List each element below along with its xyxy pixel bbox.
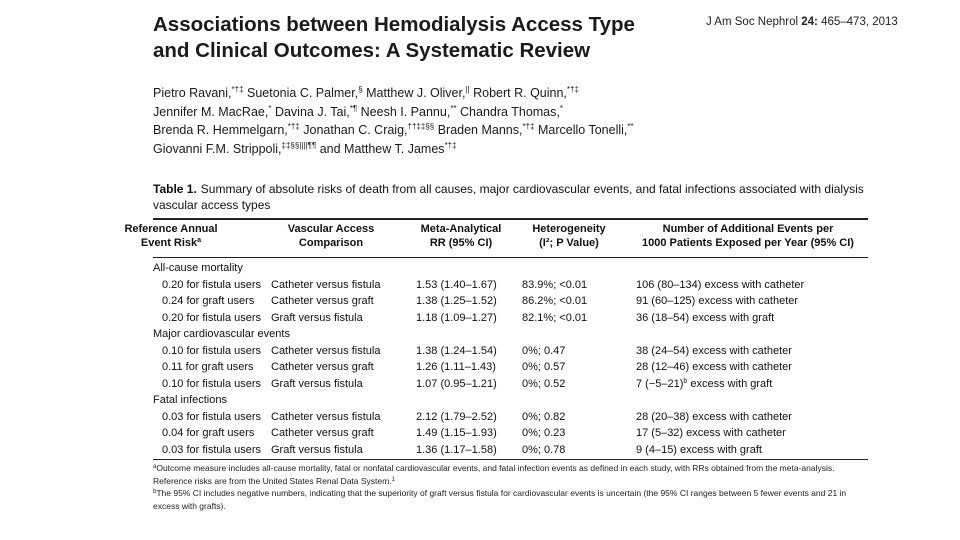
author-affiliation-marks: ** bbox=[450, 103, 457, 113]
table-bottom-rule bbox=[153, 459, 868, 460]
table-row bbox=[0, 425, 960, 442]
table-row bbox=[0, 293, 960, 310]
author-name: Pietro Ravani, bbox=[153, 86, 232, 100]
cell-heterogeneity: 0%; 0.52 bbox=[522, 377, 566, 390]
cell-comparison: Catheter versus fistula bbox=[271, 410, 381, 423]
author-line bbox=[153, 121, 893, 140]
table-row bbox=[0, 277, 960, 294]
cell-rr: 1.38 (1.24–1.54) bbox=[416, 344, 497, 357]
header-access-comparison: Vascular Access Comparison bbox=[287, 223, 375, 249]
author-name: Suetonia C. Palmer, bbox=[247, 86, 359, 100]
cell-reference-risk: 0.04 for graft users bbox=[162, 427, 255, 439]
author-name: Jonathan C. Craig, bbox=[303, 123, 408, 137]
cell-comparison: Graft versus fistula bbox=[271, 311, 363, 324]
author-line bbox=[153, 140, 893, 159]
cell-additional-events: 91 (60–125) excess with catheter bbox=[636, 295, 799, 307]
cell-heterogeneity: 86.2%; <0.01 bbox=[522, 295, 588, 307]
cell-reference-risk: 0.03 for fistula users bbox=[162, 410, 262, 423]
journal-volume: 24: bbox=[801, 16, 818, 28]
group-name: Fatal infections bbox=[153, 394, 227, 406]
cell-rr: 1.53 (1.40–1.67) bbox=[416, 278, 497, 291]
author-name: Marcello Tonelli, bbox=[537, 123, 628, 137]
cell-additional-events: 9 (4–15) excess with graft bbox=[636, 443, 762, 456]
table-caption bbox=[153, 182, 868, 213]
table-row bbox=[0, 409, 960, 426]
cell-additional-events: 28 (12–46) excess with catheter bbox=[636, 361, 792, 373]
cell-reference-risk: 0.10 for fistula users bbox=[162, 377, 262, 390]
cell-rr: 1.26 (1.11–1.43) bbox=[416, 361, 496, 373]
author-name: and Matthew T. James bbox=[319, 141, 445, 156]
table-row bbox=[0, 310, 960, 327]
table-row bbox=[0, 343, 960, 360]
cell-reference-risk: 0.03 for fistula users bbox=[162, 443, 262, 456]
author-affiliation-marks: § bbox=[358, 85, 363, 94]
table-header bbox=[0, 222, 960, 256]
author-affiliation-marks: *†‡ bbox=[444, 140, 457, 150]
cell-reference-risk: 0.10 for fistula users bbox=[162, 344, 262, 357]
author-name: Davina J. Tai, bbox=[274, 104, 350, 119]
paper-title bbox=[153, 12, 693, 64]
cell-reference-risk: 0.20 for fistula users bbox=[162, 278, 262, 291]
cell-heterogeneity: 82.1%; <0.01 bbox=[522, 311, 588, 324]
cell-comparison: Catheter versus fistula bbox=[271, 278, 381, 291]
cell-additional-events: 7 $(-5-21)^b$ excess with graft bbox=[636, 377, 773, 390]
journal-citation bbox=[706, 16, 898, 28]
footnote-b: $^b$The 95% CI includes negative numbers, indicating that the superiority of graft versus fistula for cardiovascular events is uncertain (the 95% CI ranges between 5 fewer events and 21 in excess with grafts). bbox=[153, 488, 847, 511]
table-row bbox=[0, 376, 960, 393]
table-group-heading bbox=[0, 326, 960, 343]
author-name: Neesh I. Pannu, bbox=[360, 104, 451, 119]
cell-heterogeneity: 0%; 0.78 bbox=[522, 443, 566, 456]
author-affiliation-marks: || bbox=[465, 85, 470, 94]
cell-heterogeneity: 0%; 0.23 bbox=[522, 427, 566, 439]
table-group-heading bbox=[0, 260, 960, 277]
table-caption-text: Summary of absolute risks of death from all causes, major cardiovascular events, and fatal infections associated with dialysis vascular access types bbox=[153, 182, 864, 212]
author-name: Giovanni F.M. Strippoli, bbox=[153, 141, 282, 156]
header-reference-risk: Reference Annual Event Risk$^a$ bbox=[124, 223, 218, 249]
cell-heterogeneity: 0%; 0.57 bbox=[522, 361, 566, 373]
cell-heterogeneity: 0%; 0.82 bbox=[522, 410, 566, 423]
header-meta-rr: Meta-Analytical RR (95% CI) bbox=[420, 223, 502, 249]
table-header-rule bbox=[153, 257, 868, 258]
cell-comparison: Catheter versus graft bbox=[271, 361, 374, 373]
cell-rr: 1.49 (1.15–1.93) bbox=[416, 427, 497, 439]
journal-name: J Am Soc Nephrol bbox=[706, 16, 799, 28]
author-line bbox=[153, 84, 893, 103]
paper-title-line-1: Associations between Hemodialysis Access Type bbox=[153, 13, 635, 36]
cell-additional-events: 38 (24–54) excess with catheter bbox=[636, 344, 792, 357]
footnote-a: $^a$Outcome measure includes all-cause mortality, fatal or nonfatal cardiovascular events, and fatal infection events as defined in each study, with RRs obtained from the meta-analysis. Reference risks are from the United States Renal Data System.$^1$ bbox=[153, 463, 835, 486]
table-row bbox=[0, 442, 960, 459]
author-affiliation-marks: *†‡ bbox=[566, 85, 579, 94]
cell-heterogeneity: 0%; 0.47 bbox=[522, 344, 566, 357]
author-affiliation-marks: ‡‡§§||||¶¶ bbox=[281, 140, 317, 150]
cell-comparison: Catheter versus fistula bbox=[271, 344, 381, 357]
cell-comparison: Catheter versus graft bbox=[271, 427, 374, 439]
group-name: Major cardiovascular events bbox=[153, 328, 290, 340]
cell-rr: 1.38 (1.25–1.52) bbox=[416, 295, 497, 307]
author-affiliation-marks: *†‡ bbox=[287, 122, 300, 131]
author-affiliation-marks: *¶ bbox=[349, 103, 358, 113]
cell-reference-risk: 0.20 for fistula users bbox=[162, 311, 262, 324]
cell-heterogeneity: 83.9%; <0.01 bbox=[522, 278, 588, 291]
cell-additional-events: 106 (80–134) excess with catheter bbox=[636, 278, 805, 291]
author-name: Jennifer M. MacRae, bbox=[153, 104, 269, 119]
author-name: Chandra Thomas, bbox=[460, 104, 560, 119]
table-footnotes bbox=[153, 462, 868, 512]
author-affiliation-marks: * bbox=[268, 103, 272, 113]
author-name: Braden Manns, bbox=[437, 123, 523, 137]
footnote-marker: b bbox=[683, 377, 688, 385]
cell-reference-risk: 0.11 for graft users bbox=[162, 361, 254, 373]
cell-additional-events: 28 (20–38) excess with catheter bbox=[636, 410, 792, 423]
author-affiliation-marks: ** bbox=[627, 122, 634, 131]
cell-rr: 1.18 (1.09–1.27) bbox=[416, 311, 497, 324]
author-name: Robert R. Quinn, bbox=[473, 86, 567, 100]
cell-comparison: Graft versus fistula bbox=[271, 443, 363, 456]
cell-rr: 1.36 (1.17–1.58) bbox=[416, 443, 497, 456]
cell-comparison: Graft versus fistula bbox=[271, 377, 363, 390]
group-name: All-cause mortality bbox=[153, 262, 243, 274]
table-top-rule bbox=[153, 218, 868, 220]
table-group-heading bbox=[0, 392, 960, 409]
table-label: Table 1. bbox=[153, 182, 197, 196]
cell-rr: 2.12 (1.79–2.52) bbox=[416, 410, 497, 423]
author-affiliation-marks: * bbox=[559, 103, 563, 113]
paper-title-line-2: and Clinical Outcomes: A Systematic Review bbox=[153, 39, 591, 62]
author-affiliation-marks: *†‡ bbox=[522, 122, 535, 131]
table-row bbox=[0, 359, 960, 376]
author-name: Matthew J. Oliver, bbox=[366, 86, 466, 100]
cell-rr: 1.07 (0.95–1.21) bbox=[416, 377, 497, 390]
author-line bbox=[153, 103, 893, 122]
author-affiliation-marks: *†‡ bbox=[231, 85, 244, 94]
cell-comparison: Catheter versus graft bbox=[271, 295, 374, 307]
author-list bbox=[153, 84, 893, 158]
author-name: Brenda R. Hemmelgarn, bbox=[153, 123, 288, 137]
header-additional-events: Number of Additional Events per 1000 Patients Exposed per Year (95% CI) bbox=[642, 223, 854, 249]
header-heterogeneity: Heterogeneity (I²; P Value) bbox=[532, 223, 606, 249]
cell-reference-risk: 0.24 for graft users bbox=[162, 295, 255, 307]
journal-pages: 465–473, 2013 bbox=[821, 16, 898, 28]
cell-additional-events: 17 (5–32) excess with catheter bbox=[636, 427, 786, 439]
author-affiliation-marks: ††‡‡§§ bbox=[407, 122, 435, 131]
cell-additional-events: 36 (18–54) excess with graft bbox=[636, 311, 775, 324]
